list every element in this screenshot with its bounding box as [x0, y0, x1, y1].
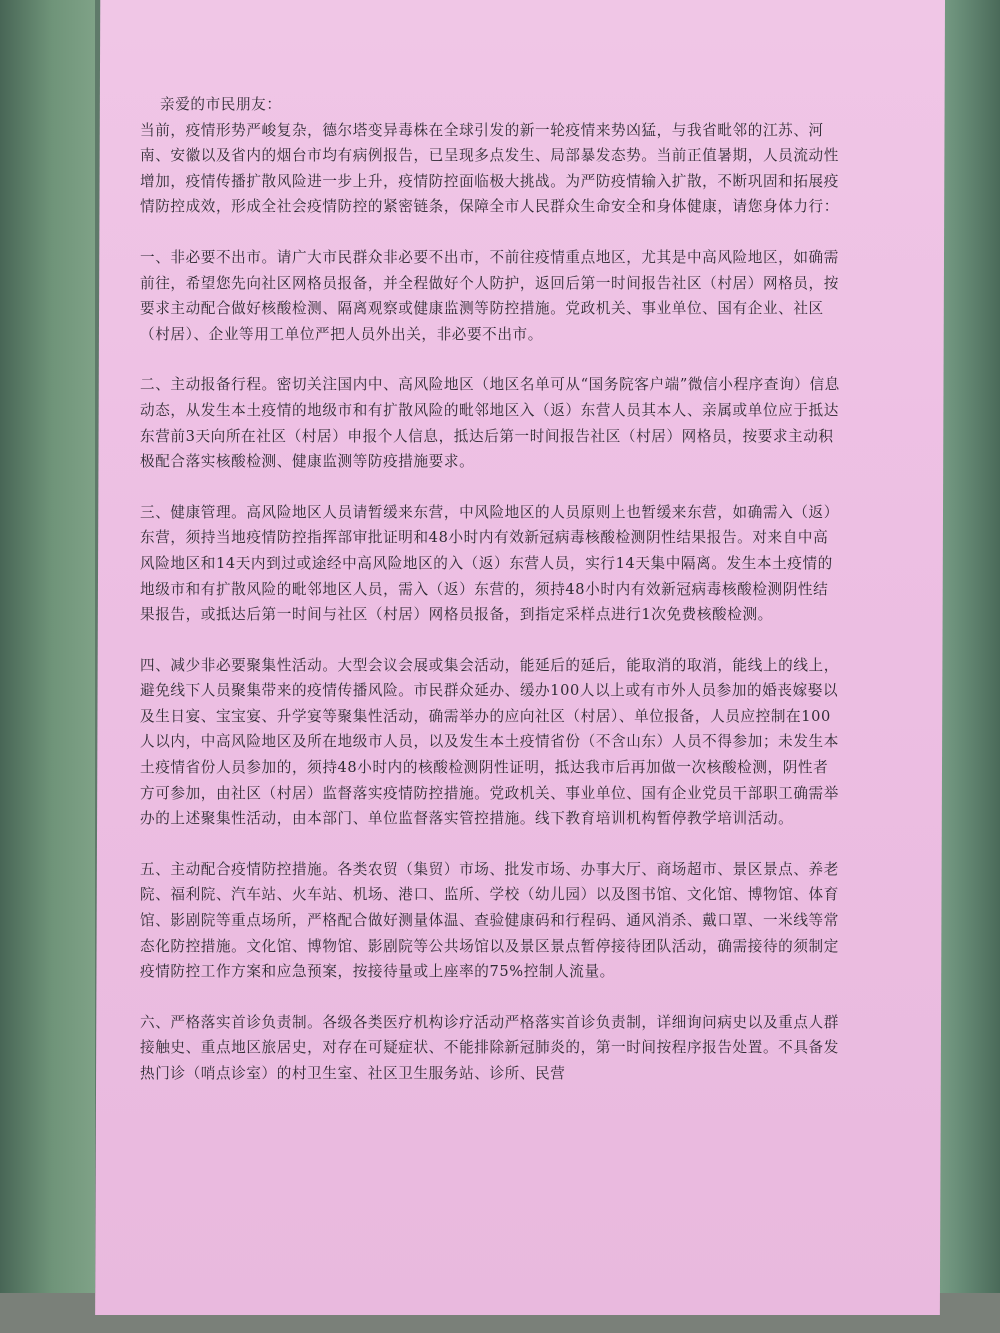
- letter-body: [140, 92, 840, 1087]
- section-5: 五、主动配合疫情防控措施。各类农贸（集贸）市场、批发市场、办事大厅、商场超市、景区景点、养老院、福利院、汽车站、火车站、机场、港口、监所、学校（幼儿园）以及图书馆、文化馆、博物馆、体育馆、影剧院等重点场所，严格配合做好测量体温、查验健康码和行程码、通风消杀、戴口罩、一米线等常态化防控措施。文化馆、博物馆、影剧院等公共场馆以及景区景点暂停接待团队活动，确需接待的须制定疫情防控工作方案和应急预案，按接待量或上座率的75%控制人流量。: [140, 860, 839, 981]
- background-left: [0, 0, 95, 1333]
- section-2: 二、主动报备行程。密切关注国内中、高风险地区（地区名单可从“国务院客户端”微信小程序查询）信息动态，从发生本土疫情的地级市和有扩散风险的毗邻地区入（返）东营人员其本人、亲属或单位应于抵达东营前3天向所在社区（村居）申报个人信息，抵达后第一时间报告社区（村居）网格员，按要求主动积极配合落实核酸检测、健康监测等防疫措施要求。: [140, 376, 840, 471]
- section-4: 四、减少非必要聚集性活动。大型会议会展或集会活动，能延后的延后，能取消的取消，能线上的线上，避免线下人员聚集带来的疫情传播风险。市民群众延办、缓办100人以上或有市外人员参加的婚丧嫁娶以及生日宴、宝宝宴、升学宴等聚集性活动，确需举办的应向社区（村居）、单位报备，人员应控制在100人以内，中高风险地区及所在地级市人员，以及发生本土疫情省份（不含山东）人员不得参加；未发生本土疫情省份人员参加的，须持48小时内的核酸检测阴性证明，抵达我市后再加做一次核酸检测，阴性者方可参加，由社区（村居）监督落实疫情防控措施。党政机关、事业单位、国有企业党员干部职工确需举办的上述聚集性活动，由本部门、单位监督落实管控措施。线下教育培训机构暂停教学培训活动。: [140, 656, 839, 828]
- letter-greeting: 亲爱的市民朋友：: [160, 96, 282, 113]
- letter-intro: 当前，疫情形势严峻复杂，德尔塔变异毒株在全球引发的新一轮疫情来势凶猛，与我省毗邻的江苏、河南、安徽以及省内的烟台市均有病例报告，已呈现多点发生、局部暴发态势。当前正值暑期，人员流动性增加，疫情传播扩散风险进一步上升，疫情防控面临极大挑战。为严防疫情输入扩散，不断巩固和拓展疫情防控成效，形成全社会疫情防控的紧密链条，保障全市人民群众生命安全和身体健康，请您身体力行：: [140, 121, 839, 216]
- section-6: 六、严格落实首诊负责制。各级各类医疗机构诊疗活动严格落实首诊负责制，详细询问病史以及重点人群接触史、重点地区旅居史，对存在可疑症状、不能排除新冠肺炎的，第一时间按程序报告处置。不具备发热门诊（哨点诊室）的村卫生室、社区卫生服务站、诊所、民营: [140, 1013, 839, 1082]
- section-1: 一、非必要不出市。请广大市民群众非必要不出市，不前往疫情重点地区，尤其是中高风险地区，如确需前往，希望您先向社区网格员报备，并全程做好个人防护，返回后第一时间报告社区（村居）网格员，按要求主动配合做好核酸检测、隔离观察或健康监测等防控措施。党政机关、事业单位、国有企业、社区（村居）、企业等用工单位严把人员外出关，非必要不出市。: [140, 248, 839, 343]
- section-3: 三、健康管理。高风险地区人员请暂缓来东营，中风险地区的人员原则上也暂缓来东营，如确需入（返）东营，须持当地疫情防控指挥部审批证明和48小时内有效新冠病毒核酸检测阴性结果报告。对来自中高风险地区和14天内到过或途经中高风险地区的入（返）东营人员，实行14天集中隔离。发生本土疫情的地级市和有扩散风险的毗邻地区人员，需入（返）东营的，须持48小时内有效新冠病毒核酸检测阴性结果报告，或抵达后第一时间与社区（村居）网格员报备，到指定采样点进行1次免费核酸检测。: [140, 503, 839, 624]
